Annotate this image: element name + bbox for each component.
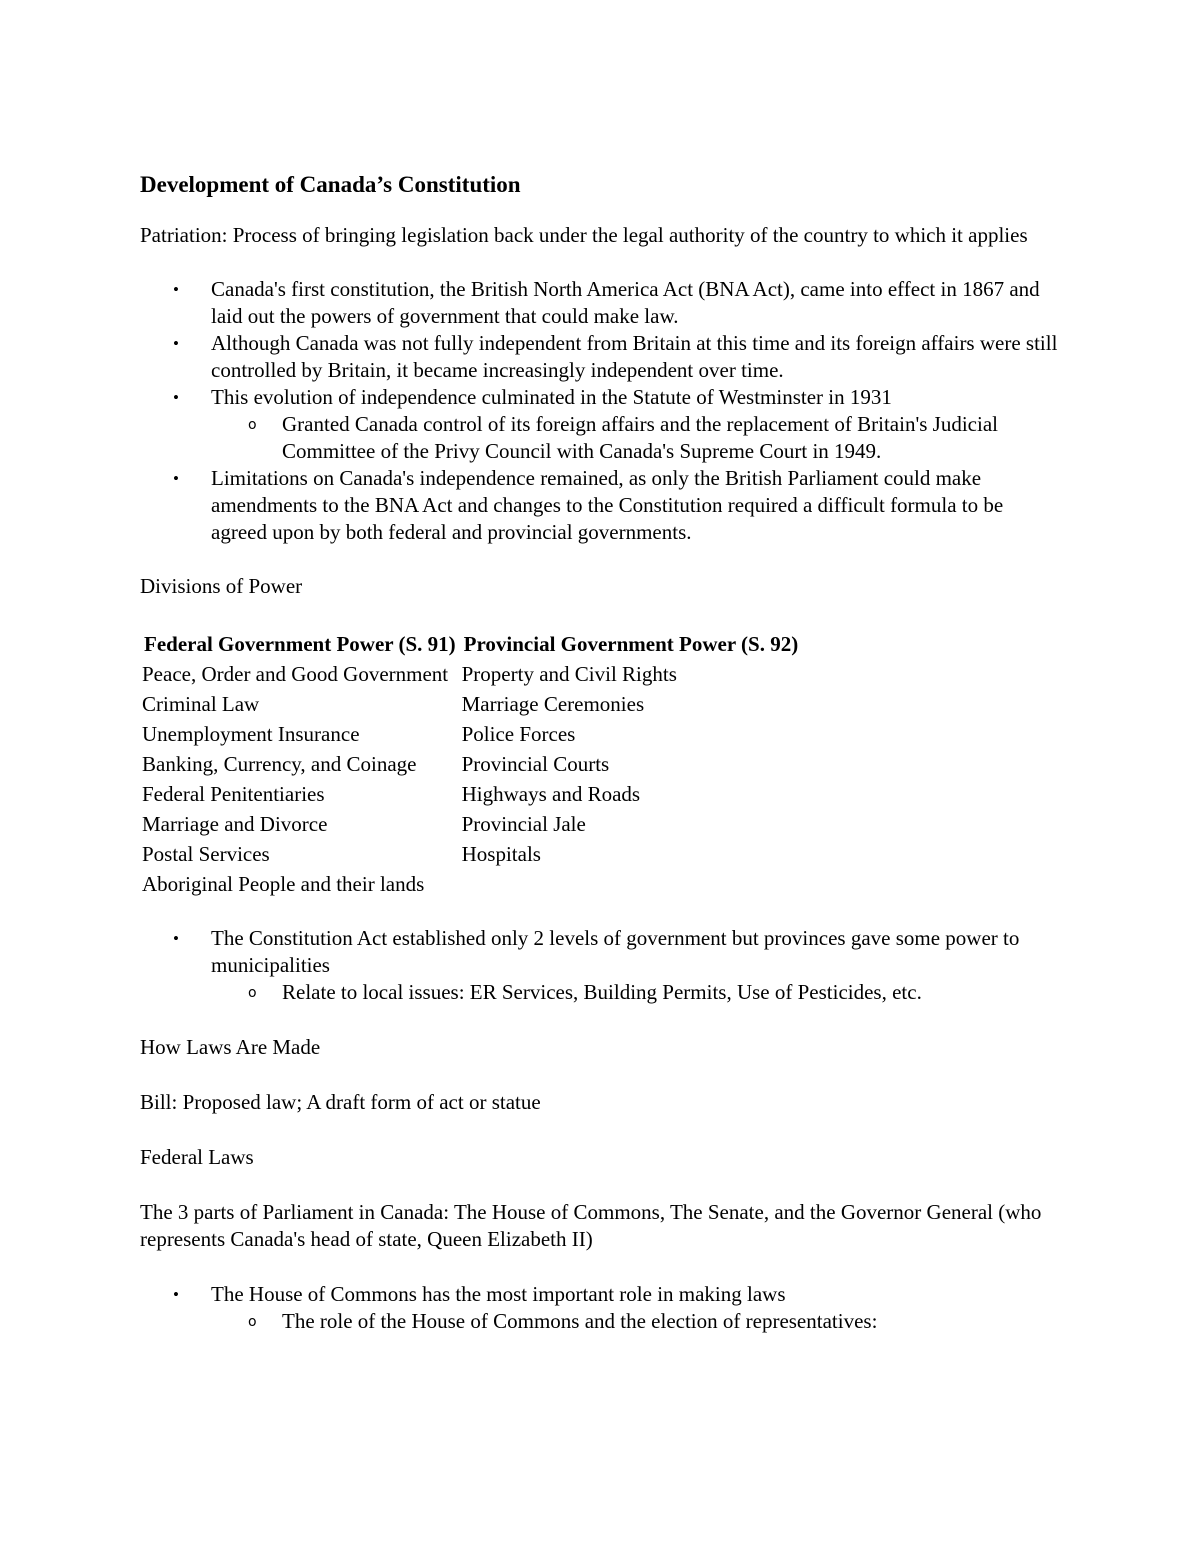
table-row xyxy=(140,779,802,809)
laws-heading: How Laws Are Made xyxy=(140,1035,321,1059)
patriation-definition: Patriation: Process of bringing legislation back under the legal authority of the country to which it applies xyxy=(140,223,1028,247)
list-item xyxy=(140,384,1060,465)
list-item xyxy=(140,925,1060,1006)
sub-list-item xyxy=(140,1308,1060,1335)
list-item xyxy=(140,330,1060,384)
list-item xyxy=(140,465,1060,546)
table-row xyxy=(140,839,802,869)
table-row xyxy=(140,869,802,899)
table-row xyxy=(140,659,802,689)
list-item-text: Canada's first constitution, the British North America Act (BNA Act), came into effect in 1867 and laid out the powers of government that could make law. xyxy=(211,277,1040,328)
sub-bullet-icon: o xyxy=(248,1314,257,1330)
list-item-text: The House of Commons has the most important role in making laws xyxy=(211,1282,786,1306)
sub-bullet-icon: o xyxy=(248,985,257,1001)
municipal-bullet-list xyxy=(140,925,1060,1006)
list-item xyxy=(140,276,1060,330)
sub-bullet-icon: o xyxy=(248,417,257,433)
bullet-icon: • xyxy=(173,388,179,407)
sub-list xyxy=(140,979,1060,1006)
table-row xyxy=(140,809,802,839)
commons-bullet-list xyxy=(140,1281,1060,1335)
provincial-power: Police Forces xyxy=(461,722,576,746)
provincial-power: Provincial Courts xyxy=(461,752,610,776)
sub-list-item-text: Relate to local issues: ER Services, Building Permits, Use of Pesticides, etc. xyxy=(282,980,922,1004)
list-item-text: Limitations on Canada's independence remained, as only the British Parliament could make amendments to the BNA Act and changes to the Constitution required a difficult formula to be agreed upon by both federal and provincial governments. xyxy=(211,466,1004,544)
sub-list-item xyxy=(140,979,1060,1006)
provincial-power: Highways and Roads xyxy=(461,782,641,806)
federal-power: Marriage and Divorce xyxy=(142,812,328,836)
bullet-icon: • xyxy=(173,469,179,488)
provincial-power: Marriage Ceremonies xyxy=(461,692,645,716)
federal-power: Banking, Currency, and Coinage xyxy=(142,752,417,776)
list-item-text: The Constitution Act established only 2 levels of government but provinces gave some power to municipalities xyxy=(211,926,1020,977)
parliament-description: The 3 parts of Parliament in Canada: The House of Commons, The Senate, and the Governor General (who represents Canada's head of state, Queen Elizabeth II) xyxy=(140,1200,1042,1251)
provincial-power: Provincial Jale xyxy=(461,812,586,836)
list-item-text: Although Canada was not fully independent from Britain at this time and its foreign affairs were still controlled by Britain, it became increasingly independent over time. xyxy=(211,331,1058,382)
bullet-icon: • xyxy=(173,929,179,948)
federal-power: Unemployment Insurance xyxy=(142,722,360,746)
federal-power: Peace, Order and Good Government xyxy=(142,662,449,686)
bullet-icon: • xyxy=(173,334,179,353)
list-item-text: This evolution of independence culminated in the Statute of Westminster in 1931 xyxy=(211,385,892,409)
provincial-power xyxy=(460,869,803,899)
document-page xyxy=(140,168,1060,1335)
sub-list-item-text: Granted Canada control of its foreign affairs and the replacement of Britain's Judicial Committee of the Privy Council with Canada's Supreme Court in 1949. xyxy=(282,412,998,463)
federal-laws-heading: Federal Laws xyxy=(140,1145,254,1169)
bullet-icon: • xyxy=(173,280,179,299)
bullet-icon: • xyxy=(173,1285,179,1304)
table-row xyxy=(140,719,802,749)
sub-list xyxy=(140,1308,1060,1335)
table-row xyxy=(140,749,802,779)
sub-list xyxy=(140,411,1060,465)
division-of-powers-table xyxy=(140,629,802,899)
federal-power: Federal Penitentiaries xyxy=(142,782,325,806)
table-header-row xyxy=(140,629,802,659)
federal-column-header: Federal Government Power (S. 91) xyxy=(144,632,456,656)
federal-power: Criminal Law xyxy=(142,692,260,716)
provincial-power: Hospitals xyxy=(461,842,541,866)
table-row xyxy=(140,689,802,719)
sub-list-item xyxy=(140,411,1060,465)
document-title: Development of Canada’s Constitution xyxy=(140,172,521,197)
federal-power: Postal Services xyxy=(142,842,270,866)
bill-definition: Bill: Proposed law; A draft form of act or statue xyxy=(140,1090,541,1114)
provincial-power: Property and Civil Rights xyxy=(461,662,677,686)
federal-power: Aboriginal People and their lands xyxy=(142,872,425,896)
list-item xyxy=(140,1281,1060,1335)
provincial-column-header: Provincial Government Power (S. 92) xyxy=(463,632,799,656)
divisions-heading: Divisions of Power xyxy=(140,574,303,598)
constitution-bullet-list xyxy=(140,276,1060,546)
sub-list-item-text: The role of the House of Commons and the election of representatives: xyxy=(282,1309,878,1333)
